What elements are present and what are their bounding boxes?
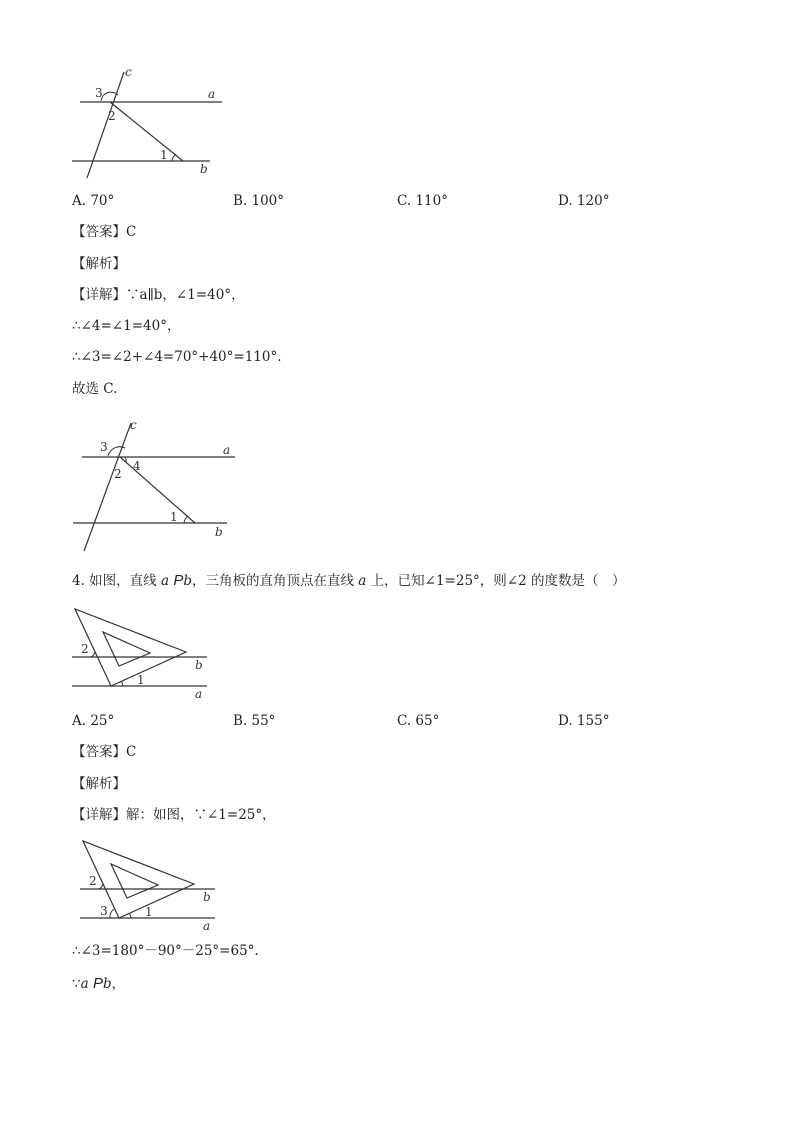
q4-question bbox=[72, 572, 626, 590]
label-angle-3: 3 bbox=[100, 904, 108, 918]
angle-arc-1 bbox=[172, 154, 176, 161]
q4-var-a: a bbox=[160, 573, 170, 589]
figure-triangle-ruler-2 bbox=[72, 835, 232, 940]
angle-arc-3 bbox=[110, 909, 114, 918]
label-angle-2: 2 bbox=[81, 642, 89, 656]
q3-step-1: ∴∠4=∠1=40°， bbox=[72, 318, 181, 334]
q4-option-c: C. 65° bbox=[397, 713, 440, 729]
label-a: a bbox=[208, 87, 216, 101]
label-angle-1: 1 bbox=[137, 673, 145, 687]
q4-question-text: ，三角板的直角顶点在直线 bbox=[192, 573, 354, 589]
q4-step-1: ∴∠3=180°－90°－25°=65°. bbox=[72, 943, 259, 959]
q4-parallel-symbol: P bbox=[173, 572, 184, 589]
q4-step2-var-b: b bbox=[102, 976, 112, 992]
label-b: b bbox=[215, 525, 223, 539]
angle-arc-2 bbox=[90, 651, 95, 657]
triangle-outer bbox=[75, 609, 186, 686]
q3-option-a: A. 70° bbox=[72, 193, 115, 209]
label-b: b bbox=[203, 890, 211, 904]
q3-analysis-heading: 【解析】 bbox=[72, 256, 126, 272]
segment-to-b bbox=[110, 102, 183, 161]
label-angle-2: 2 bbox=[114, 467, 122, 481]
q4-number: 4. 如图，直线 bbox=[72, 573, 157, 589]
label-angle-4: 4 bbox=[133, 459, 141, 473]
angle-arc-1 bbox=[129, 913, 131, 918]
label-b: b bbox=[200, 162, 208, 176]
angle-arc-2 bbox=[98, 883, 103, 889]
label-c: c bbox=[130, 418, 137, 432]
q3-detail bbox=[72, 286, 245, 304]
label-angle-1: 1 bbox=[160, 148, 168, 162]
q4-answer: 【答案】C bbox=[72, 744, 137, 760]
q4-step-2 bbox=[72, 975, 125, 993]
q4-detail-text: 解：如图，∵∠1=25°， bbox=[126, 807, 276, 823]
q3-step-2: ∴∠3=∠2+∠4=70°+40°=110°. bbox=[72, 349, 282, 365]
q4-var-a2: a bbox=[358, 573, 367, 589]
q4-option-b: B. 55° bbox=[233, 713, 276, 729]
label-a: a bbox=[195, 687, 203, 701]
label-angle-3: 3 bbox=[95, 86, 103, 100]
q4-step2-suffix: ， bbox=[111, 976, 126, 992]
segment-to-b bbox=[120, 457, 195, 523]
label-c: c bbox=[125, 65, 132, 79]
figure-parallel-lines-1 bbox=[60, 60, 240, 185]
figure-triangle-ruler-1 bbox=[65, 602, 225, 702]
triangle-inner bbox=[111, 864, 158, 898]
q4-option-a: A. 25° bbox=[72, 713, 115, 729]
triangle-inner bbox=[103, 632, 150, 666]
line-c bbox=[87, 72, 124, 178]
label-angle-3: 3 bbox=[100, 440, 108, 454]
q4-option-d: D. 155° bbox=[558, 713, 610, 729]
figure-parallel-lines-2 bbox=[70, 415, 250, 555]
label-b: b bbox=[195, 658, 203, 672]
q4-step2-var-a: a bbox=[80, 976, 89, 992]
q3-detail-text: ∵a∥b，∠1=40°， bbox=[126, 287, 245, 303]
q3-detail-label: 【详解】 bbox=[72, 287, 126, 303]
angle-arc-1 bbox=[184, 516, 188, 523]
q4-step2-parallel: P bbox=[92, 975, 103, 992]
q4-step2-prefix: ∵ bbox=[72, 976, 81, 992]
angle-arc-3 bbox=[108, 447, 125, 456]
label-angle-1: 1 bbox=[145, 905, 153, 919]
angle-arc-1 bbox=[121, 681, 123, 686]
label-a: a bbox=[223, 443, 231, 457]
label-angle-2: 2 bbox=[108, 109, 116, 123]
label-angle-2: 2 bbox=[89, 874, 97, 888]
q4-question-text2: 上，已知∠1=25°，则∠2 的度数是（ ） bbox=[370, 573, 626, 589]
label-angle-1: 1 bbox=[170, 510, 178, 524]
q4-analysis-heading: 【解析】 bbox=[72, 776, 126, 792]
q3-option-c: C. 110° bbox=[397, 193, 448, 209]
q4-detail bbox=[72, 806, 276, 824]
q3-option-d: D. 120° bbox=[558, 193, 610, 209]
label-a: a bbox=[203, 919, 211, 933]
q3-conclusion: 故选 C. bbox=[72, 381, 118, 397]
q3-option-b: B. 100° bbox=[233, 193, 285, 209]
q3-answer: 【答案】C bbox=[72, 224, 137, 240]
q4-var-b: b bbox=[183, 573, 192, 589]
q4-detail-label: 【详解】 bbox=[72, 807, 126, 823]
